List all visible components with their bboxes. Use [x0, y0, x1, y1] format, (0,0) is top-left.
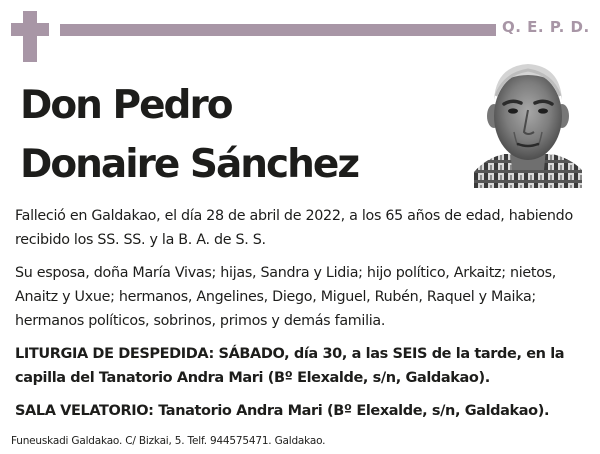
cross-vertical-bar [23, 11, 37, 62]
wake-paragraph: SALA VELATORIO: Tanatorio Andra Mari (Bº Elexalde, s/n, Galdakao). [15, 403, 550, 419]
death-notice-paragraph: Falleció en Galdakao, el día 28 de abril de 2022, a los 65 años de edad, habiendo recibido los SS. SS. y la B. A. de S. S. [15, 208, 573, 248]
header-rule [60, 24, 496, 36]
qepd-label: Q. E. P. D. [502, 18, 590, 36]
funeral-home-footer: Funeuskadi Galdakao. C/ Bizkai, 5. Telf. 944575471. Galdakao. [11, 435, 326, 447]
portrait-photo [474, 60, 582, 188]
liturgy-paragraph: LITURGIA DE DESPEDIDA: SÁBADO, día 30, a las SEIS de la tarde, en la capilla del Tanatorio Andra Mari (Bº Elexalde, s/n, Galdakao). [15, 346, 565, 386]
cross-horizontal-bar [11, 23, 49, 36]
family-paragraph: Su esposa, doña María Vivas; hijas, Sandra y Lidia; hijo político, Arkaitz; nietos, Anaitz y Uxue; hermanos, Angelines, Diego, Miguel, Rubén, Raquel y Maika; hermanos políticos, sobrinos, primos y demás familia. [15, 265, 557, 329]
deceased-name-line2: Donaire Sánchez [20, 142, 359, 187]
deceased-name-line1: Don Pedro [20, 83, 232, 128]
